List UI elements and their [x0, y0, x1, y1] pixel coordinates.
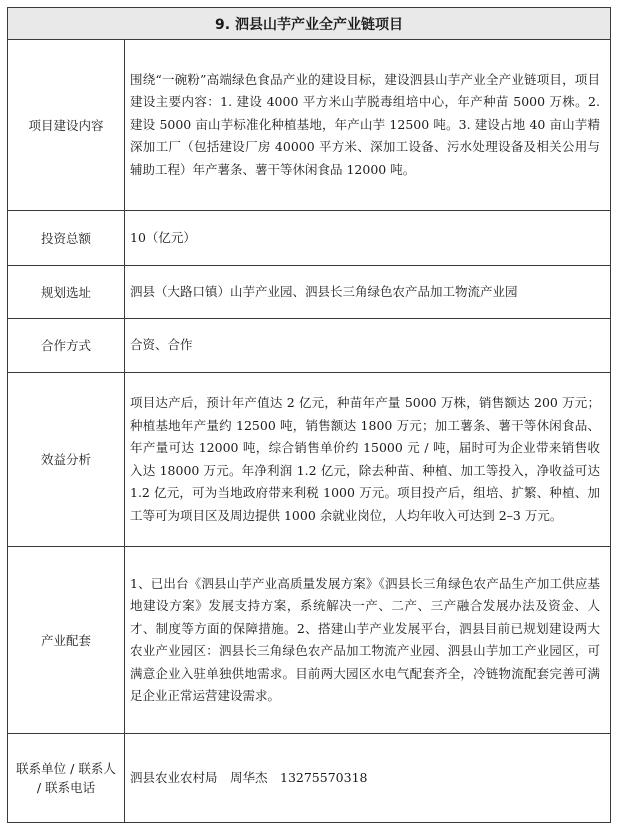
table-row-cooperation — [8, 319, 610, 373]
row-label: 效益分析 — [8, 373, 125, 546]
project-table — [7, 7, 611, 823]
construction-content-text: 围绕“一碗粉”高端绿色食品产业的建设目标，建设泗县山芋产业全产业链项目，项目建设主要内容：1. 建设 4000 平方米山芋脱毒组培中心，年产种苗 5000 万株。2. 建设 5000 亩山芋标准化种植基地，年产山芋 12500 吨。3. 建设占地 40 亩山芋精深加工厂（包括建设厂房 40000 平方米、深加工设备、污水处理设备及相关公用与辅助工程）年产薯条、薯干等休闲食品 12000 吨。 — [130, 71, 600, 177]
benefit-content-text: 项目达产后，预计年产值达 2 亿元，种苗年产量 5000 万株，销售额达 200 万元；种植基地年产量约 12500 吨，销售额达 1800 万元；加工薯条、薯干等休闲食品、年产量可达 12000 吨，综合销售单价约 15000 元 / 吨，届时可为企业带来销售收入达 18000 万元。年净利润 1.2 亿元，除去种苗、种植、加工等投入，净收益可达 1.2 亿元，可为当地政府带来利税 1000 万元。项目投产后，组培、扩繁、种植、加工等可为项目区及周边提供 1000 余就业岗位，人均年收入可达到 2–3 万元。 — [130, 395, 600, 523]
table-row-construction — [8, 40, 610, 211]
row-content — [125, 734, 610, 822]
row-label: 合作方式 — [8, 319, 125, 372]
row-label: 项目建设内容 — [8, 40, 125, 210]
contact-content-text: 泗县农业农村局 周华杰 13275570318 — [130, 769, 368, 785]
row-label: 投资总额 — [8, 211, 125, 265]
row-label: 产业配套 — [8, 547, 125, 733]
table-row-benefit — [8, 373, 610, 547]
cooperation-content-text: 合资、合作 — [130, 337, 193, 353]
row-label: 联系单位 / 联系人 / 联系电话 — [8, 734, 125, 822]
table-title: 9. 泗县山芋产业全产业链项目 — [8, 8, 610, 40]
row-content — [125, 373, 610, 546]
table-row-investment — [8, 211, 610, 266]
row-label: 规划选址 — [8, 266, 125, 318]
location-content-text: 泗县（大路口镇）山芋产业园、泗县长三角绿色农产品加工物流产业园 — [130, 283, 518, 299]
table-row-location — [8, 266, 610, 319]
row-content — [125, 547, 610, 733]
row-content — [125, 319, 610, 372]
row-content — [125, 211, 610, 265]
table-row-contact — [8, 734, 610, 822]
table-row-support — [8, 547, 610, 734]
support-content-text: 1、已出台《泗县山芋产业高质量发展方案》《泗县长三角绿色农产品生产加工供应基地建设方案》发展支持方案，系统解决一产、二产、三产融合发展办法及资金、人才、制度等方面的保障措施。2、搭建山芋产业发展平台，泗县目前已规划建设两大农业产业园区：泗县长三角绿色农产品加工物流产业园、泗县山芋加工产业园区，可满意企业入驻单独供地需求。目前两大园区水电气配套齐全，冷链物流配套完善可满足企业正常运营建设需求。 — [130, 575, 600, 703]
investment-content-text: 10（亿元） — [130, 229, 196, 245]
row-content — [125, 40, 610, 210]
row-content — [125, 266, 610, 318]
